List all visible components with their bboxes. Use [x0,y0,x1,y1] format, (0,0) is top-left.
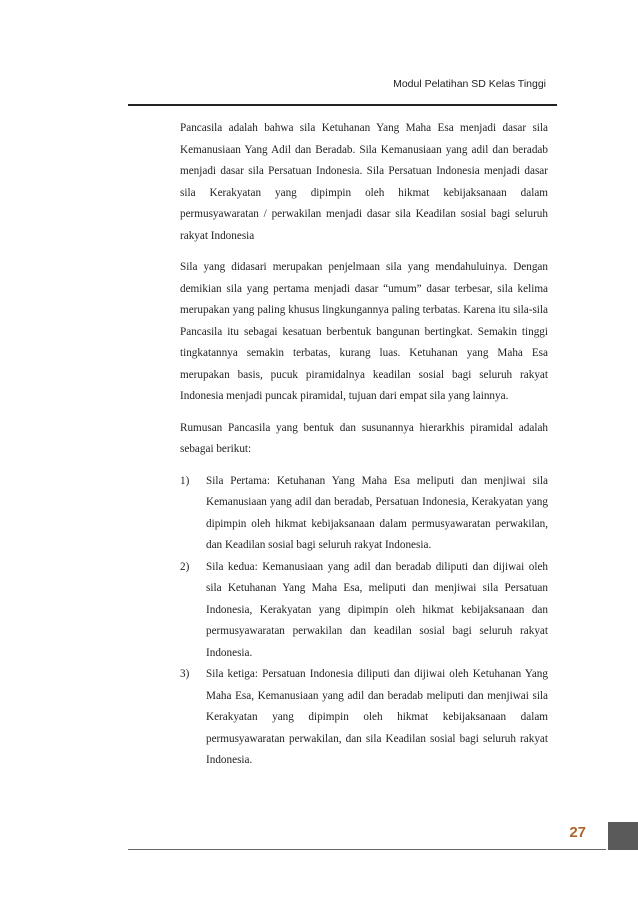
paragraph-3: Rumusan Pancasila yang bentuk dan susunannya hierarkhis piramidal adalah sebagai berikut: [180,421,548,455]
footer-divider [128,849,606,850]
page-body [180,118,548,772]
paragraph-1: Pancasila adalah bahwa sila Ketuhanan Yang Maha Esa menjadi dasar sila Kemanusiaan Yang Adil dan Beradab. Sila Kemanusiaan yang adil dan beradab menjadi dasar sila Persatuan Indonesia. Sila Persatuan Indonesia menjadi dasar sila Kerakyatan yang dipimpin oleh hikmat kebijaksanaan dalam permusyawaratan / perwakilan menjadi dasar sila Keadilan sosial bagi seluruh rakyat Indonesia [180,122,548,242]
list-text: Sila ketiga: Persatuan Indonesia diliputi dan dijiwai oleh Ketuhanan Yang Maha Esa, Kemanusiaan yang adil dan beradab meliputi dan menjiwai sila Kerakyatan yang dipimpin oleh hikmat kebijaksanaan dalam permusyawaratan perwakilan, dan sila Keadilan sosial bagi seluruh rakyat Indonesia. [206,668,548,766]
header-divider [128,104,557,106]
list-text: Sila Pertama: Ketuhanan Yang Maha Esa meliputi dan menjiwai sila Kemanusiaan yang adil dan beradab, Persatuan Indonesia, Kerakyatan yang dipimpin oleh hikmat kebijaksanaan dalam permusyawaratan perwakilan, dan Keadilan sosial bagi seluruh rakyat Indonesia. [206,474,548,551]
list-text: Sila kedua: Kemanusiaan yang adil dan beradab diliputi dan dijiwai oleh sila Ketuhanan Yang Maha Esa, meliputi dan menjiwai sila Persatuan Indonesia, Kerakyatan yang dipimpin oleh hikmat kebijaksanaan dan permusyawaratan perwakilan dan keadilan sosial bagi seluruh rakyat Indonesia. [206,560,548,659]
page-number: 27 [569,824,586,841]
corner-tab-decoration [608,822,638,850]
list-number: 2) [180,560,190,573]
list-item [180,471,548,557]
sila-list [180,471,548,772]
list-item [180,664,548,772]
running-header: Modul Pelatihan SD Kelas Tinggi [393,78,546,90]
list-number: 3) [180,668,190,680]
paragraph-2: Sila yang didasari merupakan penjelmaan sila yang mendahuluinya. Dengan demikian sila yang pertama menjadi dasar “umum” dasar terbesar, sila kelima merupakan yang paling khusus lingkungannya paling terbatas. Karena itu sila-sila Pancasila itu sebagai kesatuan berbentuk bangunan bertingkat. Semakin tinggi tingkatannya semakin terbatas, kurang luas. Ketuhanan yang Maha Esa merupakan basis, pucuk piramidalnya keadilan sosial bagi seluruh rakyat Indonesia menjadi puncak piramidal, tujuan dari empat sila yang lainnya. [180,261,548,402]
list-item [180,557,548,665]
list-number: 1) [180,474,190,487]
